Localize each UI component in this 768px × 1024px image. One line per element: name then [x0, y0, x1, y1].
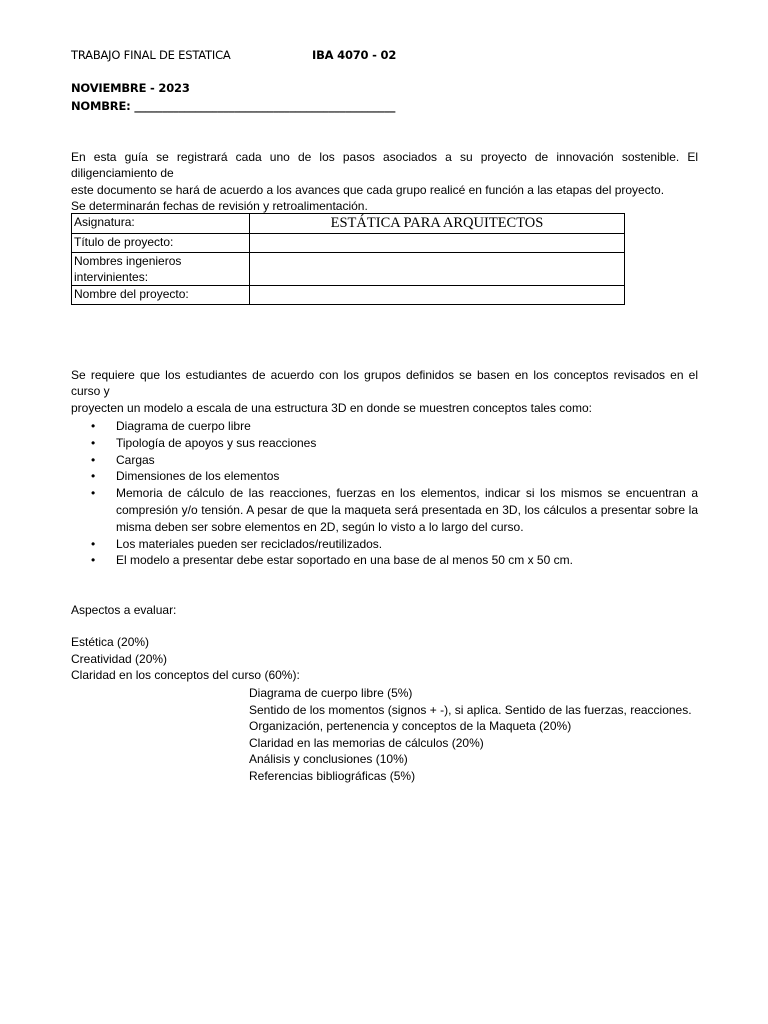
intro-line: En esta guía se registrará cada uno de los pasos asociados a su proyecto de innovación sostenible. El diligenciamiento de [71, 150, 698, 181]
requirement-paragraph [71, 367, 698, 416]
sub-criteria-item: Referencias bibliográficas (5%) [249, 768, 416, 783]
table-value: ESTÁTICA PARA ARQUITECTOS [250, 214, 625, 234]
list-item: • Tipología de apoyos y sus reacciones [71, 435, 698, 452]
sub-criteria-item: Claridad en las memorias de cálculos (20%) [249, 735, 484, 750]
list-item: • Memoria de cálculo de las reacciones, fuerzas en los elementos, indicar si los mismos se encuentran a compresión y/o tensión. A pesar de que la maqueta será presentada en 3D, los cálculos a presentar sobre la misma deben ser sobre elementos en 2D, según lo visto a lo largo del curso. [71, 485, 698, 535]
table-row [72, 253, 625, 286]
criteria-item: Estética (20%) [71, 635, 150, 649]
requirement-line: proyecten un modelo a escala de una estructura 3D en donde se muestren conceptos tales como: [71, 400, 592, 415]
aspects-title: Aspectos a evaluar: [71, 603, 177, 617]
intro-line: Se determinarán fechas de revisión y retroalimentación. [71, 198, 368, 213]
doc-title: TRABAJO FINAL DE ESTATICA [71, 48, 231, 62]
sub-criteria-item: Análisis y conclusiones (10%) [249, 752, 408, 766]
criteria-item: Claridad en los conceptos del curso (60%): [71, 668, 300, 682]
list-item: • Cargas [71, 452, 698, 469]
table-label: Título de proyecto: [72, 234, 250, 253]
table-row [72, 234, 625, 253]
sub-criteria-item: Diagrama de cuerpo libre (5%) [249, 686, 413, 700]
requirement-line: Se requiere que los estudiantes de acuerdo con los grupos definidos se basen en los conceptos revisados en el curso y [71, 368, 698, 399]
sub-criteria-item: Sentido de los momentos (signos + -), si aplica. Sentido de las fuerzas, reacciones. [249, 702, 692, 717]
table-value [250, 253, 625, 286]
list-item: • Los materiales pueden ser reciclados/reutilizados. [71, 536, 698, 553]
intro-line: este documento se hará de acuerdo a los avances que cada grupo realicé en función a las etapas del proyecto. [71, 182, 665, 197]
table-row [72, 214, 625, 234]
criteria-item: Creatividad (20%) [71, 651, 168, 666]
name-field: NOMBRE: _______________________________________________ [71, 99, 396, 113]
list-item: • Dimensiones de los elementos [71, 468, 698, 485]
requirements-list [71, 418, 698, 569]
project-info-table [71, 213, 625, 305]
table-label: Nombre del proyecto: [72, 286, 250, 305]
doc-date: NOVIEMBRE - 2023 [71, 81, 190, 95]
table-row [72, 286, 625, 305]
table-value [250, 234, 625, 253]
sub-criteria-list [249, 685, 692, 784]
table-value [250, 286, 625, 305]
list-item: • Diagrama de cuerpo libre [71, 418, 698, 435]
table-label: Asignatura: [72, 214, 250, 234]
criteria-list [71, 634, 300, 684]
course-code: IBA 4070 - 02 [312, 48, 397, 62]
intro-paragraph [71, 149, 698, 214]
list-item: • El modelo a presentar debe estar soportado en una base de al menos 50 cm x 50 cm. [71, 552, 698, 569]
sub-criteria-item: Organización, pertenencia y conceptos de la Maqueta (20%) [249, 719, 572, 733]
table-label: Nombres ingenieros intervinientes: [72, 253, 250, 286]
